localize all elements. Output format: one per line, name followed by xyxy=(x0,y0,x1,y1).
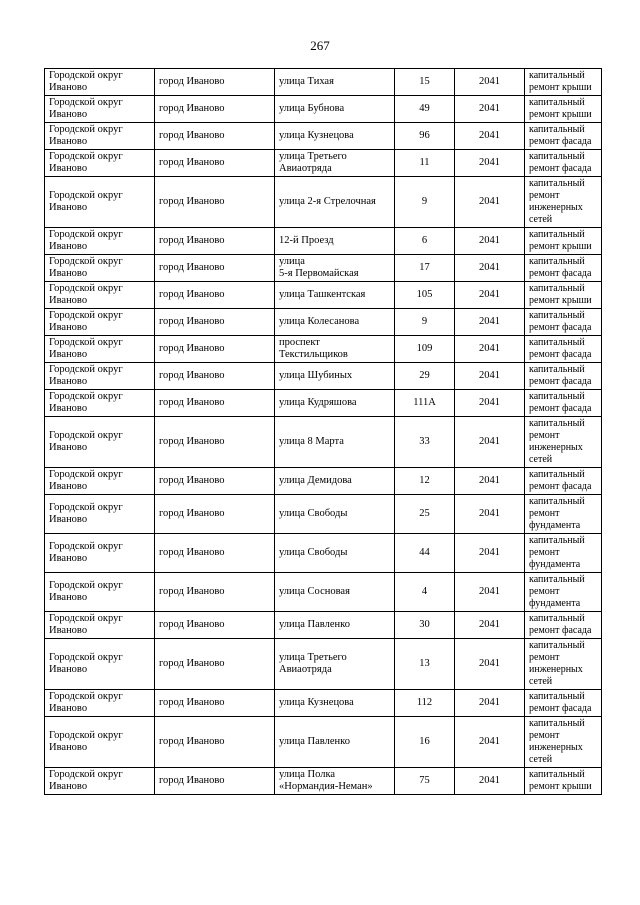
house-number-cell: 9 xyxy=(395,309,455,336)
municipality-cell: Городской округ Иваново xyxy=(45,177,155,228)
municipality-cell: Городской округ Иваново xyxy=(45,534,155,573)
table-row xyxy=(45,534,602,573)
street-cell: улица Павленко xyxy=(275,612,395,639)
table-row xyxy=(45,717,602,768)
settlement-cell: город Иваново xyxy=(155,150,275,177)
street-cell: улица Сосновая xyxy=(275,573,395,612)
house-number-cell: 33 xyxy=(395,417,455,468)
work-type-cell: капитальный ремонт инженерных сетей xyxy=(525,639,602,690)
street-cell: улица 5-я Первомайская xyxy=(275,255,395,282)
work-type-cell: капитальный ремонт крыши xyxy=(525,768,602,795)
municipality-cell: Городской округ Иваново xyxy=(45,690,155,717)
house-number-cell: 75 xyxy=(395,768,455,795)
work-type-cell: капитальный ремонт крыши xyxy=(525,228,602,255)
planned-year-cell: 2041 xyxy=(455,150,525,177)
municipality-cell: Городской округ Иваново xyxy=(45,309,155,336)
house-number-cell: 105 xyxy=(395,282,455,309)
table-row xyxy=(45,282,602,309)
settlement-cell: город Иваново xyxy=(155,177,275,228)
house-number-cell: 44 xyxy=(395,534,455,573)
house-number-cell: 29 xyxy=(395,363,455,390)
table-row xyxy=(45,468,602,495)
street-cell: улица Тихая xyxy=(275,69,395,96)
municipality-cell: Городской округ Иваново xyxy=(45,150,155,177)
planned-year-cell: 2041 xyxy=(455,363,525,390)
table-row xyxy=(45,96,602,123)
planned-year-cell: 2041 xyxy=(455,417,525,468)
house-number-cell: 11 xyxy=(395,150,455,177)
settlement-cell: город Иваново xyxy=(155,336,275,363)
planned-year-cell: 2041 xyxy=(455,255,525,282)
house-number-cell: 17 xyxy=(395,255,455,282)
house-number-cell: 109 xyxy=(395,336,455,363)
table-row xyxy=(45,123,602,150)
settlement-cell: город Иваново xyxy=(155,639,275,690)
planned-year-cell: 2041 xyxy=(455,639,525,690)
work-type-cell: капитальный ремонт инженерных сетей xyxy=(525,417,602,468)
street-cell: улица Павленко xyxy=(275,717,395,768)
house-number-cell: 30 xyxy=(395,612,455,639)
municipality-cell: Городской округ Иваново xyxy=(45,69,155,96)
street-cell: улица Бубнова xyxy=(275,96,395,123)
planned-year-cell: 2041 xyxy=(455,534,525,573)
work-type-cell: капитальный ремонт фундамента xyxy=(525,495,602,534)
table-row xyxy=(45,768,602,795)
settlement-cell: город Иваново xyxy=(155,768,275,795)
planned-year-cell: 2041 xyxy=(455,96,525,123)
work-type-cell: капитальный ремонт фасада xyxy=(525,309,602,336)
table-row xyxy=(45,612,602,639)
planned-year-cell: 2041 xyxy=(455,390,525,417)
table-row xyxy=(45,690,602,717)
municipality-cell: Городской округ Иваново xyxy=(45,96,155,123)
work-type-cell: капитальный ремонт фасада xyxy=(525,150,602,177)
settlement-cell: город Иваново xyxy=(155,417,275,468)
planned-year-cell: 2041 xyxy=(455,177,525,228)
house-number-cell: 112 xyxy=(395,690,455,717)
house-number-cell: 49 xyxy=(395,96,455,123)
work-type-cell: капитальный ремонт фасада xyxy=(525,390,602,417)
planned-year-cell: 2041 xyxy=(455,69,525,96)
settlement-cell: город Иваново xyxy=(155,255,275,282)
settlement-cell: город Иваново xyxy=(155,282,275,309)
street-cell: улица 2-я Стрелочная xyxy=(275,177,395,228)
street-cell: улица Колесанова xyxy=(275,309,395,336)
work-type-cell: капитальный ремонт крыши xyxy=(525,69,602,96)
municipality-cell: Городской округ Иваново xyxy=(45,336,155,363)
settlement-cell: город Иваново xyxy=(155,228,275,255)
municipality-cell: Городской округ Иваново xyxy=(45,612,155,639)
table-row xyxy=(45,255,602,282)
work-type-cell: капитальный ремонт фасада xyxy=(525,363,602,390)
planned-year-cell: 2041 xyxy=(455,282,525,309)
settlement-cell: город Иваново xyxy=(155,96,275,123)
table-row xyxy=(45,417,602,468)
house-number-cell: 6 xyxy=(395,228,455,255)
table-row xyxy=(45,69,602,96)
table-row xyxy=(45,177,602,228)
work-type-cell: капитальный ремонт крыши xyxy=(525,282,602,309)
settlement-cell: город Иваново xyxy=(155,363,275,390)
work-type-cell: капитальный ремонт фундамента xyxy=(525,534,602,573)
settlement-cell: город Иваново xyxy=(155,69,275,96)
street-cell: улица Третьего Авиаотряда xyxy=(275,639,395,690)
street-cell: улица Третьего Авиаотряда xyxy=(275,150,395,177)
settlement-cell: город Иваново xyxy=(155,390,275,417)
street-cell: проспект Текстильщиков xyxy=(275,336,395,363)
table-row xyxy=(45,336,602,363)
table-row xyxy=(45,228,602,255)
settlement-cell: город Иваново xyxy=(155,717,275,768)
municipality-cell: Городской округ Иваново xyxy=(45,282,155,309)
street-cell: улица Шубиных xyxy=(275,363,395,390)
street-cell: улица Свободы xyxy=(275,534,395,573)
table-body xyxy=(45,69,602,795)
street-cell: улица Кузнецова xyxy=(275,123,395,150)
settlement-cell: город Иваново xyxy=(155,612,275,639)
work-type-cell: капитальный ремонт фасада xyxy=(525,468,602,495)
municipality-cell: Городской округ Иваново xyxy=(45,717,155,768)
street-cell: улица Свободы xyxy=(275,495,395,534)
street-cell: улица Кудряшова xyxy=(275,390,395,417)
work-type-cell: капитальный ремонт крыши xyxy=(525,96,602,123)
street-cell: улица Полка «Нормандия-Неман» xyxy=(275,768,395,795)
settlement-cell: город Иваново xyxy=(155,534,275,573)
planned-year-cell: 2041 xyxy=(455,573,525,612)
planned-year-cell: 2041 xyxy=(455,123,525,150)
municipality-cell: Городской округ Иваново xyxy=(45,228,155,255)
house-number-cell: 15 xyxy=(395,69,455,96)
settlement-cell: город Иваново xyxy=(155,468,275,495)
planned-year-cell: 2041 xyxy=(455,336,525,363)
house-number-cell: 16 xyxy=(395,717,455,768)
planned-year-cell: 2041 xyxy=(455,768,525,795)
house-number-cell: 111А xyxy=(395,390,455,417)
work-type-cell: капитальный ремонт фасада xyxy=(525,612,602,639)
work-type-cell: капитальный ремонт фасада xyxy=(525,255,602,282)
settlement-cell: город Иваново xyxy=(155,690,275,717)
work-type-cell: капитальный ремонт фасада xyxy=(525,123,602,150)
house-number-cell: 13 xyxy=(395,639,455,690)
street-cell: улица Демидова xyxy=(275,468,395,495)
table-row xyxy=(45,573,602,612)
municipality-cell: Городской округ Иваново xyxy=(45,255,155,282)
house-number-cell: 4 xyxy=(395,573,455,612)
municipality-cell: Городской округ Иваново xyxy=(45,573,155,612)
planned-year-cell: 2041 xyxy=(455,612,525,639)
page-number: 267 xyxy=(310,38,330,53)
table-row xyxy=(45,390,602,417)
street-cell: улица 8 Марта xyxy=(275,417,395,468)
municipality-cell: Городской округ Иваново xyxy=(45,495,155,534)
table-row xyxy=(45,363,602,390)
house-number-cell: 12 xyxy=(395,468,455,495)
municipality-cell: Городской округ Иваново xyxy=(45,123,155,150)
table-row xyxy=(45,309,602,336)
work-type-cell: капитальный ремонт фасада xyxy=(525,690,602,717)
work-type-cell: капитальный ремонт фасада xyxy=(525,336,602,363)
street-cell: улица Кузнецова xyxy=(275,690,395,717)
municipality-cell: Городской округ Иваново xyxy=(45,363,155,390)
municipality-cell: Городской округ Иваново xyxy=(45,417,155,468)
planned-year-cell: 2041 xyxy=(455,690,525,717)
work-type-cell: капитальный ремонт инженерных сетей xyxy=(525,717,602,768)
house-number-cell: 9 xyxy=(395,177,455,228)
planned-year-cell: 2041 xyxy=(455,309,525,336)
repair-schedule-table xyxy=(44,68,602,795)
planned-year-cell: 2041 xyxy=(455,495,525,534)
settlement-cell: город Иваново xyxy=(155,123,275,150)
table-row xyxy=(45,150,602,177)
street-cell: улица Ташкентская xyxy=(275,282,395,309)
settlement-cell: город Иваново xyxy=(155,495,275,534)
table-row xyxy=(45,639,602,690)
work-type-cell: капитальный ремонт инженерных сетей xyxy=(525,177,602,228)
planned-year-cell: 2041 xyxy=(455,468,525,495)
work-type-cell: капитальный ремонт фундамента xyxy=(525,573,602,612)
municipality-cell: Городской округ Иваново xyxy=(45,639,155,690)
planned-year-cell: 2041 xyxy=(455,717,525,768)
house-number-cell: 25 xyxy=(395,495,455,534)
settlement-cell: город Иваново xyxy=(155,573,275,612)
planned-year-cell: 2041 xyxy=(455,228,525,255)
municipality-cell: Городской округ Иваново xyxy=(45,768,155,795)
municipality-cell: Городской округ Иваново xyxy=(45,468,155,495)
house-number-cell: 96 xyxy=(395,123,455,150)
street-cell: 12-й Проезд xyxy=(275,228,395,255)
table-row xyxy=(45,495,602,534)
settlement-cell: город Иваново xyxy=(155,309,275,336)
municipality-cell: Городской округ Иваново xyxy=(45,390,155,417)
